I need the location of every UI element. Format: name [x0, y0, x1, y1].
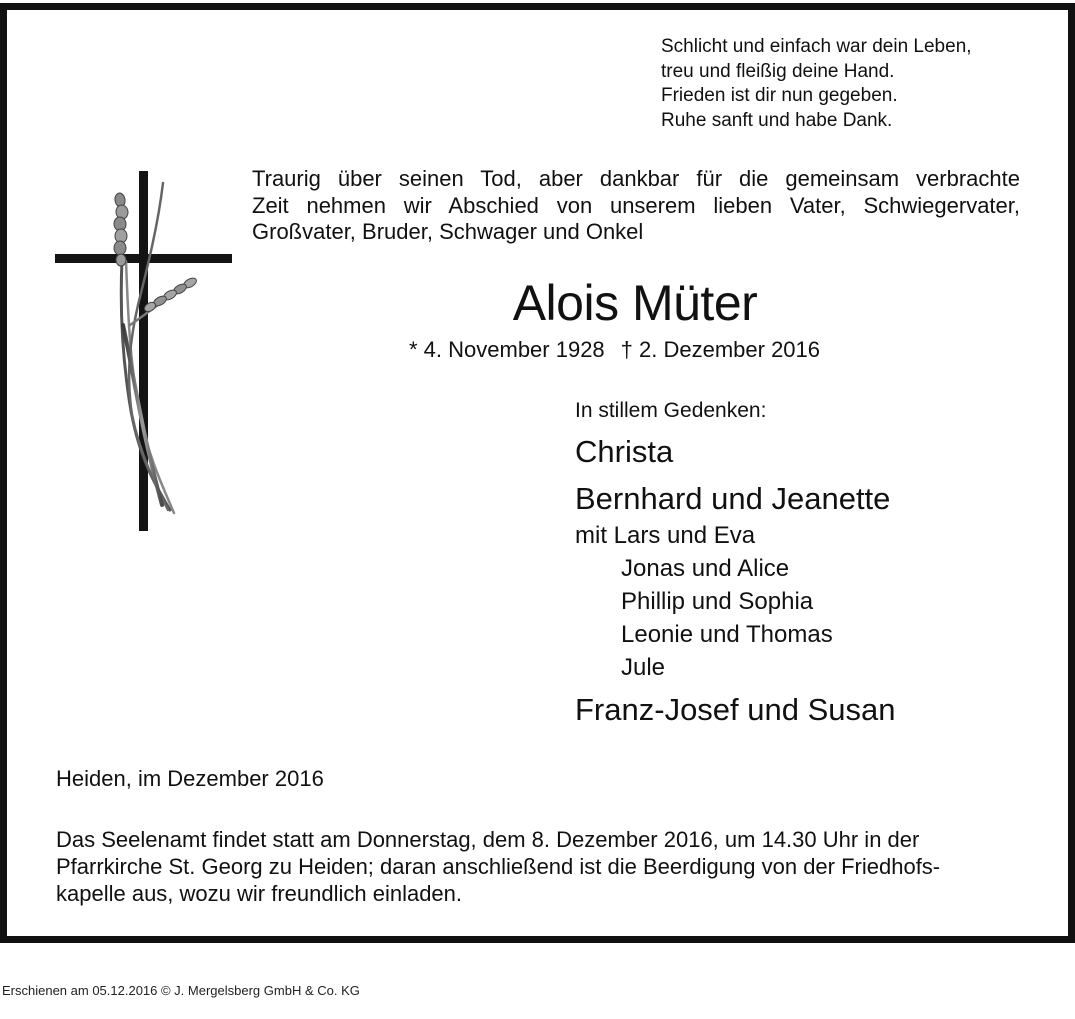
poem-line: Schlicht und einfach war dein Leben,: [661, 36, 972, 57]
grandchild-name: Leonie und Thomas: [621, 621, 833, 648]
wheat-stalks: [121, 183, 190, 513]
intro-line: Zeit nehmen wir Abschied von unserem lieben Vater, Schwiegervater,: [252, 192, 1020, 218]
birth-date: * 4. November 1928: [409, 337, 605, 362]
mourner-name: Bernhard und Jeanette: [575, 481, 891, 516]
death-date: † 2. Dezember 2016: [620, 337, 821, 362]
publication-footer: Erschienen am 05.12.2016 © J. Mergelsberg GmbH & Co. KG: [2, 983, 360, 998]
intro-paragraph: [252, 166, 1020, 246]
poem-line: Frieden ist dir nun gegeben.: [661, 85, 898, 106]
mourner-name: Franz-Josef und Susan: [575, 692, 896, 727]
service-announcement: [56, 826, 1020, 907]
grandchild-name: Jule: [621, 654, 666, 681]
service-line: Das Seelenamt findet statt am Donnerstag, dem 8. Dezember 2016, um 14.30 Uhr in der: [56, 827, 920, 852]
deceased-name: Alois Müter: [512, 275, 758, 331]
poem-verse: [661, 35, 972, 133]
in-memory-heading: In stillem Gedenken:: [575, 399, 767, 422]
service-line: Pfarrkirche St. Georg zu Heiden; daran anschließend ist die Beerdigung von der Friedhofs-: [56, 854, 941, 879]
place-and-date: Heiden, im Dezember 2016: [56, 766, 324, 791]
service-line: kapelle aus, wozu wir freundlich einladen.: [56, 881, 463, 906]
intro-line: Großvater, Bruder, Schwager und Onkel: [252, 219, 644, 244]
mourner-name: Christa: [575, 434, 674, 469]
intro-line: Traurig über seinen Tod, aber dankbar für die gemeinsam verbrachte: [252, 166, 1020, 191]
grandchildren-intro: mit Lars und Eva: [575, 522, 756, 549]
poem-line: Ruhe sanft und habe Dank.: [661, 109, 893, 131]
cross-horizontal-beam: [55, 254, 232, 263]
grandchild-name: Jonas und Alice: [621, 555, 790, 582]
cross-with-wheat-icon: [50, 165, 240, 537]
life-dates: [409, 337, 820, 363]
cross-vertical-beam: [139, 171, 148, 531]
mourners-list: [575, 396, 1055, 728]
poem-line: treu und fleißig deine Hand.: [661, 60, 895, 82]
grandchild-name: Phillip und Sophia: [621, 588, 814, 615]
